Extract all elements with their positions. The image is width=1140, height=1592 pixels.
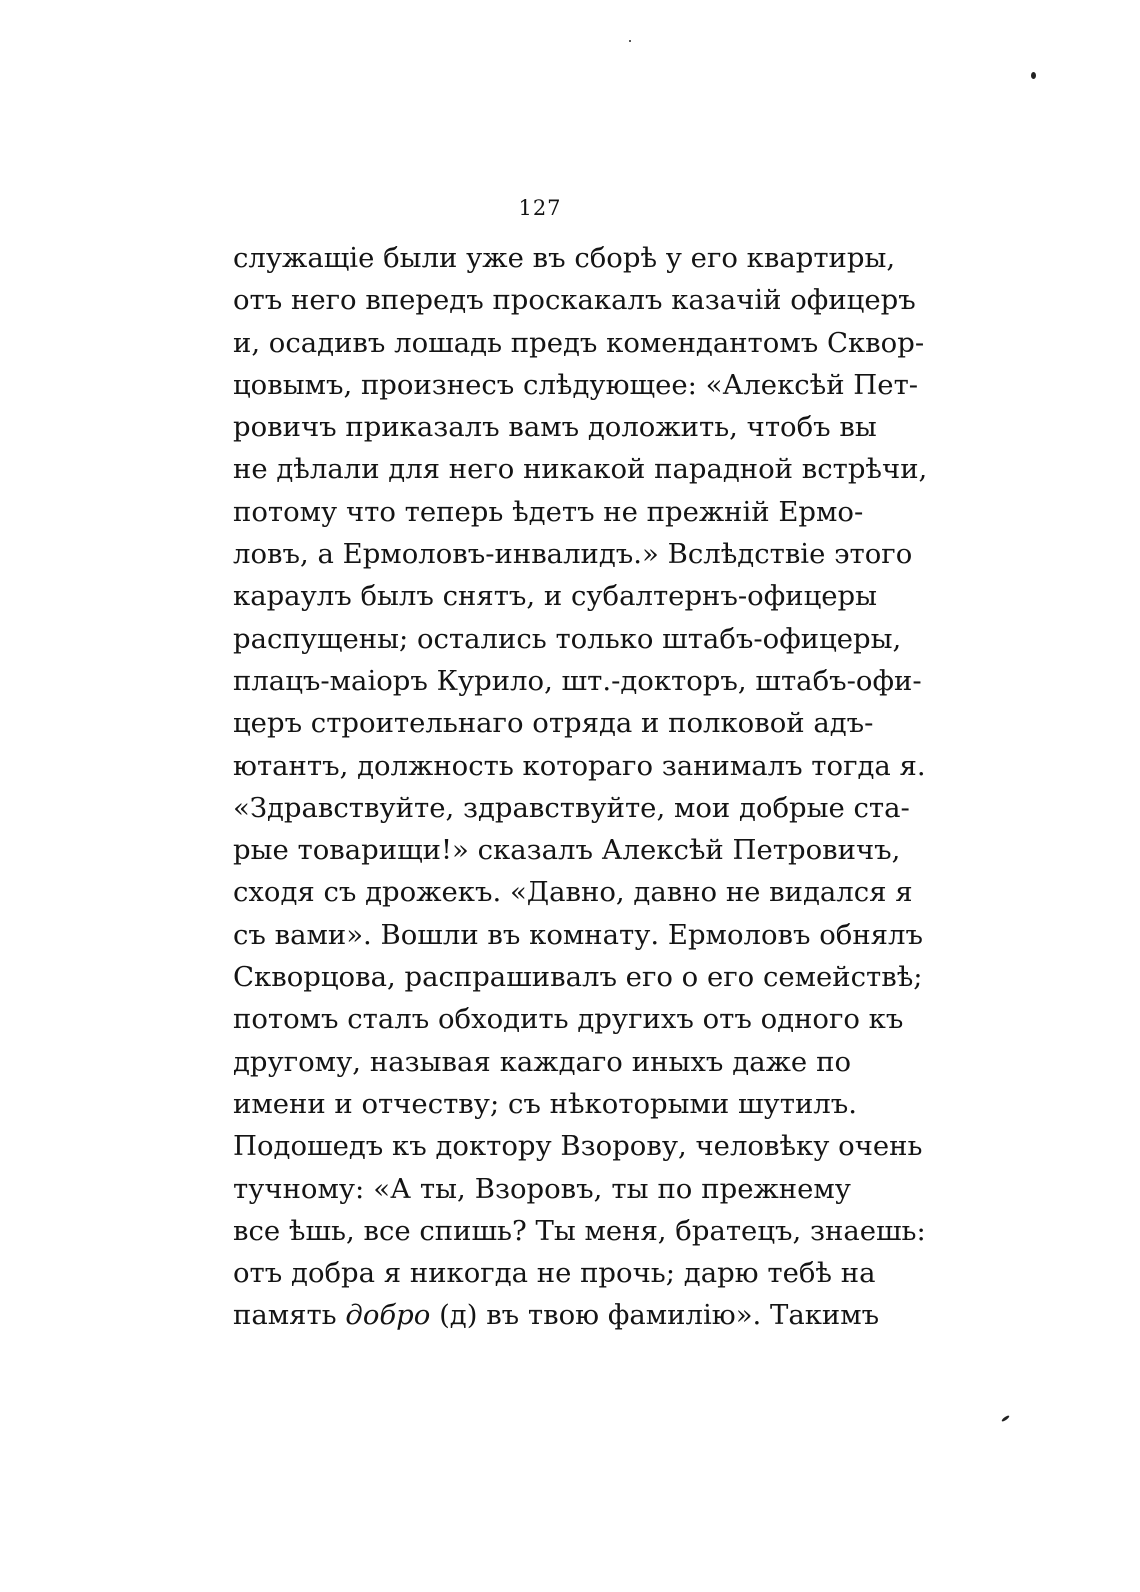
text-line-26 <box>233 1294 880 1336</box>
text-line-24: все ѣшь, все спишь? Ты меня, братецъ, знаешь: <box>233 1214 926 1247</box>
text-line-13: ютантъ, должность котораго занималъ тогда я. <box>233 749 926 782</box>
text-line-21: имени и отчеству; съ нѣкоторыми шутилъ. <box>233 1087 857 1120</box>
text-line-3: и, осадивъ лошадь предъ комендантомъ Сквор- <box>233 326 925 359</box>
text-line-22: Подошедъ къ доктору Взорову, человѣку очень <box>233 1130 923 1163</box>
scan-speck <box>1031 72 1036 79</box>
text-line-14: «Здравствуйте, здравствуйте, мои добрые ста- <box>233 791 910 824</box>
italic-word: добро <box>345 1299 431 1332</box>
scan-speck <box>1001 1415 1010 1423</box>
text-line-19: потомъ сталъ обходить другихъ отъ одного къ <box>233 1003 904 1036</box>
text-line-18: Скворцова, распрашивалъ его о его семействѣ; <box>233 961 923 994</box>
text-line-12: церъ строительнаго отряда и полковой адъ- <box>233 707 874 740</box>
text-line-5: ровичъ приказалъ вамъ доложить, чтобъ вы <box>233 411 877 444</box>
text-line-25: отъ добра я никогда не прочь; дарю тебѣ на <box>233 1257 876 1290</box>
text-line-15: рые товарищи!» сказалъ Алексѣй Петровичъ, <box>233 834 901 867</box>
scan-speck <box>629 40 631 42</box>
text-line-9: караулъ былъ снятъ, и субалтернъ-офицеры <box>233 580 878 613</box>
text-line-2: отъ него впередъ проскакалъ казачій офицеръ <box>233 284 916 317</box>
text-line-8: ловъ, а Ермоловъ-инвалидъ.» Вслѣдствіе этого <box>233 538 913 571</box>
text-line-11: плацъ-маіоръ Курило, шт.-докторъ, штабъ-офи- <box>233 664 922 697</box>
text-line-17: съ вами». Вошли въ комнату. Ермоловъ обнялъ <box>233 918 923 951</box>
page-number: 127 <box>518 196 562 220</box>
body-text <box>233 237 928 1337</box>
text-line-26-end: (д) въ твою фамилію». Такимъ <box>430 1299 880 1332</box>
text-line-26-start: память <box>233 1299 346 1332</box>
text-line-16: сходя съ дрожекъ. «Давно, давно не видался я <box>233 876 913 909</box>
text-line-20: другому, называя каждаго иныхъ даже по <box>233 1045 851 1078</box>
text-line-10: распущены; остались только штабъ-офицеры, <box>233 622 902 655</box>
text-line-23: тучному: «А ты, Взоровъ, ты по прежнему <box>233 1172 851 1205</box>
text-line-4: цовымъ, произнесъ слѣдующее: «Алексѣй Пет- <box>233 368 919 401</box>
text-line-1: служащіе были уже въ сборѣ у его квартиры, <box>233 242 896 274</box>
text-line-7: потому что теперь ѣдетъ не прежній Ермо- <box>233 495 864 528</box>
text-line-6: не дѣлали для него никакой парадной встрѣчи, <box>233 453 928 486</box>
